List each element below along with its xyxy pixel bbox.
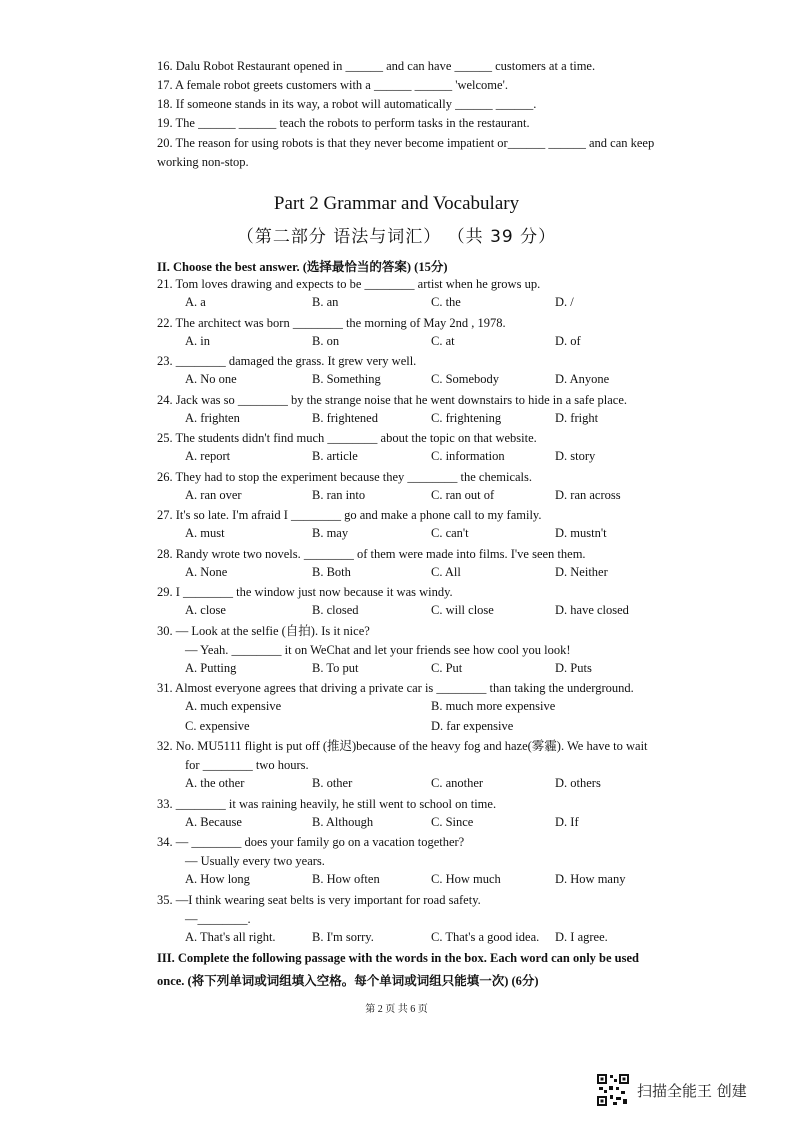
question-28-option-b: B. Both [312,564,351,579]
section-2-title: II. Choose the best answer. (选择最恰当的答案) (15分) [157,260,448,274]
question-18: 18. If someone stands in its way, a robot will automatically ______ ______. [157,97,537,111]
question-32-option-a: A. the other [185,776,245,790]
question-23-option-c: C. Somebody [431,372,500,386]
question-17: 17. A female robot greets customers with a ______ ______ 'welcome'. [157,78,508,92]
question-28-option-c: C. All [431,564,461,579]
question-25-option-c: C. information [431,449,505,463]
question-24-stem: 24. Jack was so ________ by the strange noise that he went downstairs to hide in a safe place. [157,392,628,407]
question-31-option-a: A. much expensive [185,699,282,713]
question-27-option-b: B. may [312,526,349,540]
question-29-option-a: A. close [185,603,226,617]
question-35-option-d: D. I agree. [555,929,608,944]
question-23-stem: 23. ________ damaged the grass. It grew very well. [157,354,417,368]
section-3-title-line1: III. Complete the following passage with the words in the box. Each word can only be used [157,951,639,965]
question-26-option-b: B. ran into [312,487,366,502]
question-29-option-b: B. closed [312,603,359,617]
question-23-option-b: B. Something [312,372,381,386]
question-33-option-c: C. Since [431,814,474,829]
question-31-option-d: D. far expensive [431,718,514,733]
question-34-option-b: B. How often [312,872,380,886]
question-34-option-a: A. How long [185,872,250,886]
part-subtitle: （第二部分 语法与词汇） （共 39 分） [236,227,557,247]
question-20: 20. The reason for using robots is that they never become impatient or______ ______ and can keep [157,136,655,150]
question-27-option-c: C. can't [431,526,469,540]
question-35-option-b: B. I'm sorry. [312,929,374,944]
question-16: 16. Dalu Robot Restaurant opened in ______ and can have ______ customers at a time. [157,59,596,73]
question-33-stem: 33. ________ it was raining heavily, he still went to school on time. [157,796,497,811]
question-32-option-c: C. another [431,776,484,790]
question-35-line-2: —________. [185,911,251,926]
question-22-option-d: D. of [555,333,581,348]
question-27-option-a: A. must [185,526,225,540]
question-25-option-d: D. story [555,449,596,463]
question-20-continued: working non-stop. [157,155,249,169]
question-28-stem: 28. Randy wrote two novels. ________ of them were made into films. I've seen them. [157,546,586,561]
question-25-stem: 25. The students didn't find much ________ about the topic on that website. [157,431,537,445]
question-31-stem: 31. Almost everyone agrees that driving a private car is ________ than taking the underground. [157,681,634,695]
question-21-stem: 21. Tom loves drawing and expects to be ________ artist when he grows up. [157,277,541,291]
question-30-option-c: C. Put [431,660,463,675]
question-21-option-d: D. / [555,295,574,309]
question-24-option-d: D. fright [555,410,599,425]
question-27-option-d: D. mustn't [555,526,607,540]
question-25-option-b: B. article [312,449,358,463]
question-22-option-b: B. on [312,333,340,348]
question-31-option-c: C. expensive [185,718,250,733]
question-34-option-c: C. How much [431,872,501,886]
question-25-option-a: A. report [185,449,231,463]
question-31-option-b: B. much more expensive [431,699,556,713]
scanner-watermark: 扫描全能王 创建 [637,1082,747,1100]
question-24-option-b: B. frightened [312,410,378,425]
question-33-option-d: D. If [555,814,579,829]
question-21-option-a: A. a [185,295,206,309]
question-22-option-c: C. at [431,333,455,348]
section-3-title-line2: once. (将下列单词或词组填入空格。每个单词或词组只能填一次) (6分) [157,974,539,988]
question-32-stem: 32. No. MU5111 flight is put off (推迟)because of the heavy fog and haze(雾霾). We have to wait [157,739,648,753]
question-28-option-a: A. None [185,564,228,579]
question-22-stem: 22. The architect was born ________ the morning of May 2nd , 1978. [157,315,506,330]
question-30-option-a: A. Putting [185,660,237,675]
question-34-stem: 34. — ________ does your family go on a vacation together? [157,835,465,849]
question-23-option-d: D. Anyone [555,372,610,386]
question-27-stem: 27. It's so late. I'm afraid I ________ go and make a phone call to my family. [157,508,542,522]
question-29-option-c: C. will close [431,603,494,617]
question-19: 19. The ______ ______ teach the robots to perform tasks in the restaurant. [157,116,530,130]
question-30-stem: 30. — Look at the selfie (自拍). Is it nice? [157,623,370,638]
question-32-option-d: D. others [555,776,601,790]
question-28-option-d: D. Neither [555,564,608,579]
page-number: 第 2 页 共 6 页 [365,1004,428,1015]
question-29-option-d: D. have closed [555,603,629,617]
question-29-stem: 29. I ________ the window just now because it was windy. [157,585,453,599]
question-26-stem: 26. They had to stop the experiment because they ________ the chemicals. [157,469,533,484]
part-title: Part 2 Grammar and Vocabulary [273,193,520,214]
question-24-option-a: A. frighten [185,410,240,425]
question-26-option-a: A. ran over [185,487,242,502]
question-30-option-b: B. To put [312,660,359,675]
question-32-line-2: for ________ two hours. [185,758,309,772]
question-35-stem: 35. —I think wearing seat belts is very important for road safety. [157,892,481,907]
question-23-option-a: A. No one [185,372,237,386]
question-34-option-d: D. How many [555,872,626,886]
question-35-option-c: C. That's a good idea. [431,929,540,944]
question-34-line-2: — Usually every two years. [185,854,325,868]
question-30-line-2: — Yeah. ________ it on WeChat and let your friends see how cool you look! [185,642,571,657]
question-33-option-b: B. Although [312,814,374,829]
question-32-option-b: B. other [312,776,353,790]
question-24-option-c: C. frightening [431,410,502,425]
qr-code-icon [596,1073,630,1107]
question-33-option-a: A. Because [185,814,242,829]
question-21-option-b: B. an [312,295,339,309]
question-21-option-c: C. the [431,295,461,309]
question-35-option-a: A. That's all right. [185,929,276,944]
question-26-option-d: D. ran across [555,487,621,502]
question-30-option-d: D. Puts [555,660,592,675]
question-26-option-c: C. ran out of [431,487,495,502]
question-22-option-a: A. in [185,333,210,348]
